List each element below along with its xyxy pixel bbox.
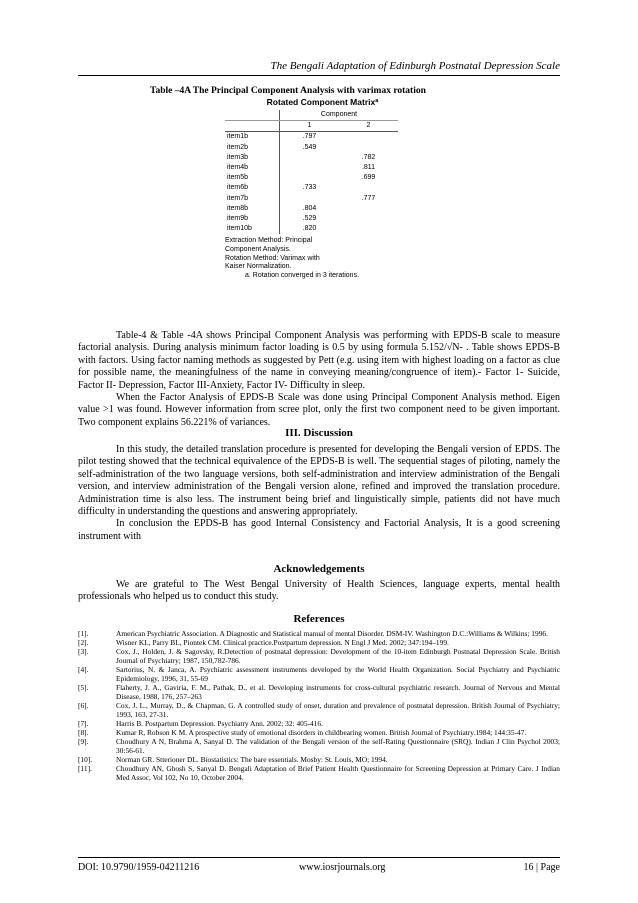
footer-website: www.iosrjournals.org <box>299 862 386 873</box>
matrix-row <box>225 224 398 234</box>
matrix-item-label: item5b <box>225 173 280 183</box>
paragraph: We are grateful to The West Bengal University of Health Sciences, language experts, mental health professionals who helped us to conduct this study. <box>78 579 560 603</box>
reference-item <box>78 665 560 683</box>
paragraph: Table-4 & Table -4A shows Principal Component Analysis was performing with EPDS-B scale to measure factorial analysis. During analysis minimum factor loading is 0.5 by using formula 5.152/√N- . Table shows EPDS-B with factors. Using factor naming methods as suggested by Pett (e.g. using item with highest loading on a factor as clue for possible name, the meaningfulness of the name in conveying meaning/congruence of item).- Factor 1- Suicide, Factor II- Depression, Factor III-Anxiety, Factor IV- Difficulty in sleep. <box>78 330 560 391</box>
running-title: The Bengali Adaptation of Edinburgh Postnatal Depression Scale <box>270 60 560 72</box>
rotated-component-matrix <box>225 97 400 280</box>
matrix-loading: .777 <box>361 194 376 202</box>
matrix-item-label: item7b <box>225 194 280 204</box>
reference-number: [9]. <box>78 737 89 746</box>
reference-item <box>78 647 560 665</box>
matrix-item-label: item10b <box>225 224 280 234</box>
discussion-text <box>78 444 560 543</box>
matrix-row <box>225 204 398 214</box>
section-heading-references: References <box>293 613 345 625</box>
matrix-row <box>225 194 398 204</box>
footnote: a. Rotation converged in 3 iterations. <box>245 271 360 279</box>
reference-text: Cox, J., Holden, J. & Sagovsky, R.Detection of postnatal depression: Development of the 10-item Edinburgh Postnatal Depression Scale. British Journal of Psychiatry; 1987, 150,782-786. <box>116 647 560 665</box>
matrix-item-label: item6b <box>225 183 280 193</box>
reference-number: [5]. <box>78 683 89 692</box>
reference-number: [11]. <box>78 764 92 773</box>
matrix-loading: .797 <box>302 133 317 141</box>
matrix-row <box>225 214 398 224</box>
reference-text: American Psychiatric Association. A Diagnostic and Statistical manual of mental Disorder. DSM-IV. Washington D.C.:Williams & Wilkins; 1996. <box>116 629 548 638</box>
matrix-item-label: item4b <box>225 163 280 173</box>
footer-page-number: 16 | Page <box>523 862 560 873</box>
footnote: Component Analysis. <box>225 246 291 254</box>
reference-number: [1]. <box>78 629 89 638</box>
acknowledgements-text <box>78 579 560 604</box>
matrix-loading <box>339 143 398 153</box>
matrix-row <box>225 143 398 153</box>
matrix-footnotes <box>225 237 400 280</box>
matrix-loading <box>280 173 340 183</box>
matrix-title: Rotated Component Matrixª <box>266 97 379 107</box>
matrix-loading: .549 <box>302 143 317 151</box>
table-caption: Table –4A The Principal Component Analysis with varimax rotation <box>150 86 426 96</box>
matrix-loading: .820 <box>302 225 317 233</box>
reference-text: Sartorius, N. & Janca, A. Psychiatric assessment instruments developed by the World Health Organization. Social Psychiatry and Psychiatric Epidemiology, 1996, 31, 55-69 <box>116 665 560 683</box>
reference-item <box>78 764 560 782</box>
footnote: Kaiser Normalization. <box>225 263 292 271</box>
reference-item <box>78 629 560 638</box>
reference-item <box>78 701 560 719</box>
matrix-item-label: item8b <box>225 204 280 214</box>
reference-item <box>78 683 560 701</box>
section-heading-acknowledgements: Acknowledgements <box>273 563 365 575</box>
paragraph: In conclusion the EPDS-B has good Internal Consistency and Factorial Analysis, It is a good screening instrument with <box>78 518 560 542</box>
matrix-loading: .782 <box>361 153 376 161</box>
matrix-row <box>225 173 398 183</box>
matrix-loading <box>280 194 340 204</box>
matrix-row <box>225 163 398 173</box>
footer-rule <box>78 857 560 858</box>
reference-number: [4]. <box>78 665 89 674</box>
reference-number: [2]. <box>78 638 89 647</box>
reference-number: [7]. <box>78 719 89 728</box>
matrix-item-label: item9b <box>225 214 280 224</box>
footnote: Rotation Method: Varimax with <box>225 254 320 262</box>
column-header: 2 <box>339 121 398 132</box>
reference-text: Wisner KL, Parry BL, Piontek CM. Clinical practice.Postpartum depression. N Engl J Med. 2002; 347:194–199. <box>116 638 449 647</box>
matrix-row <box>225 153 398 163</box>
footnote: Extraction Method: Principal <box>225 237 313 245</box>
reference-number: [6]. <box>78 701 89 710</box>
reference-text: Harris B. Postpartum Depression. Psychiatry Ann. 2002; 32: 405-416. <box>116 719 323 728</box>
paragraph: In this study, the detailed translation procedure is presented for developing the Bengali version of EPDS. The pilot testing showed that the technical equivalence of the EPDS-B is well. The sequential stages of piloting, namely the self-administration of the two language versions, both self-administration and interview administration of the Bengali version, and interview administration of the Bengali version alone, refined and improved the translation procedure. Administration time is also less. The instrument being brief and linguistically simple, patients did not have much difficulty in understanding the questions and answering appropriately. <box>78 444 560 518</box>
matrix-loading <box>339 224 398 234</box>
reference-item <box>78 755 560 764</box>
matrix-table <box>225 110 398 234</box>
matrix-item-label: item3b <box>225 153 280 163</box>
reference-text: Choudhury AN, Ghosh S, Sanyal D. Bengali Adaptation of Brief Patient Health Questionnaire for Screening Depression at Primary Care. J Indian Med Assoc, Vol 102, No 10, October 2004. <box>116 764 560 782</box>
reference-text: Choudhury A N, Brahma A, Sanyal D. The validation of the Bengali version of the self-Rating Questionnaire (SRQ). Indian J Clin Psychol 2003; 30:56-61. <box>116 737 560 755</box>
reference-list <box>78 629 560 782</box>
reference-text: Norman GR. Stterioner DL. Biostatistics: The bare essentials. Mosby: St. Louis, MO; 1994. <box>116 755 388 764</box>
matrix-row <box>225 132 398 143</box>
component-header: Component <box>280 110 399 121</box>
reference-number: [3]. <box>78 647 89 656</box>
reference-number: [10]. <box>78 755 93 764</box>
results-text <box>78 330 560 429</box>
matrix-loading: .699 <box>361 174 376 182</box>
matrix-row <box>225 183 398 193</box>
paragraph: When the Factor Analysis of EPDS-B Scale was done using Principal Component Analysis method. Eigen value >1 was found. However information from scree plot, only the first two component need to be given important. Two component explains 56.221% of variances. <box>78 392 560 428</box>
matrix-loading: .811 <box>361 164 376 172</box>
footer-doi: DOI: 10.9790/1959-04211216 <box>78 862 200 873</box>
section-heading-discussion: III. Discussion <box>285 427 353 439</box>
matrix-loading <box>339 214 398 224</box>
reference-item <box>78 737 560 755</box>
reference-item <box>78 719 560 728</box>
reference-item <box>78 728 560 737</box>
matrix-loading <box>339 132 398 143</box>
reference-text: Cox, J. L., Murray, D., & Chapman, G. A controlled study of onset, duration and prevalence of postnatal depression. British Journal of Psychiatry; 1993, 163, 27-31. <box>116 701 560 719</box>
matrix-loading <box>280 153 340 163</box>
reference-number: [8]. <box>78 728 89 737</box>
matrix-item-label: item1b <box>225 132 280 143</box>
reference-text: Kumar R, Robson K M. A prospective study of emotional disorders in childbearing women. British Journal of Psychiatry.1984; 144:35-47. <box>116 728 527 737</box>
matrix-loading: .529 <box>302 215 317 223</box>
matrix-item-label: item2b <box>225 143 280 153</box>
reference-item <box>78 638 560 647</box>
reference-text: Flaherty, J. A., Gaviria, F. M., Pathak, D., et al. Developing instruments for cross-cultural psychiatric research. Journal of Nervous and Mental Disease, 1988, 176, 257–263 <box>116 683 560 701</box>
matrix-loading: .804 <box>302 204 317 212</box>
matrix-loading <box>280 163 340 173</box>
column-header: 1 <box>280 121 340 132</box>
header-rule <box>78 75 560 76</box>
matrix-loading <box>339 204 398 214</box>
matrix-loading <box>339 183 398 193</box>
matrix-loading: .733 <box>302 184 317 192</box>
